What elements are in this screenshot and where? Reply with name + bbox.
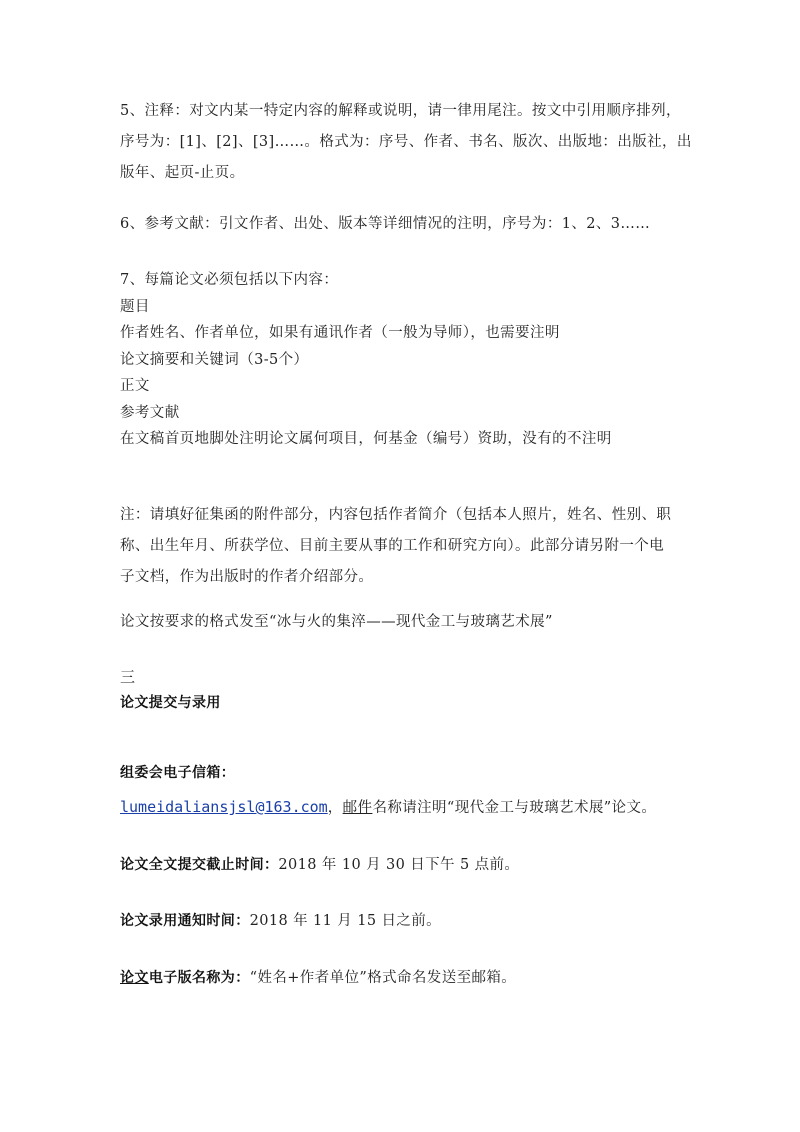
note-7-item-body: 正文 [120, 378, 150, 394]
note-7-paragraph [120, 267, 690, 453]
notify-paragraph [120, 906, 690, 937]
naming-value: “姓名+作者单位”格式命名发送至邮箱。 [249, 970, 517, 986]
note-7-item-author: 作者姓名、作者单位，如果有通讯作者（一般为导师），也需要注明 [120, 325, 560, 341]
deadline-value: 2018 年 10 月 30 日下午 5 点前。 [278, 857, 520, 873]
notify-value: 2018 年 11 月 15 日之前。 [249, 913, 442, 929]
deadline-line [120, 850, 690, 881]
remark-line-3: 子文档，作为出版时的作者介绍部分。 [120, 569, 374, 585]
deadline-paragraph [120, 850, 690, 881]
section-3-title: 论文提交与录用 [120, 695, 221, 711]
email-paragraph [120, 756, 720, 825]
note-7-item-abstract: 论文摘要和关键词（3-5个） [120, 351, 309, 368]
note-5-line-2: 序号为：[1]、[2]、[3]……。格式为：序号、作者、书名、版次、出版地：出版社，出 [120, 134, 692, 150]
remark-line-2: 称、出生年月、所获学位、目前主要从事的工作和研究方向）。此部分请另附一个电 [120, 538, 665, 554]
notify-label: 论文录用通知时间： [120, 913, 250, 929]
email-separator: ， [327, 800, 343, 816]
naming-paragraph [120, 963, 690, 994]
email-instruction: 名称请注明“现代金工与玻璃艺术展”论文。 [372, 800, 657, 816]
email-mail-word: 邮件 [342, 800, 373, 816]
email-link[interactable]: lumeidaliansjsl@163.com [120, 798, 328, 816]
note-7-item-footnote: 在文稿首页地脚处注明论文属何项目，何基金（编号）资助，没有的不注明 [120, 431, 612, 447]
deadline-label: 论文全文提交截止时间： [120, 857, 279, 873]
section-3-heading [120, 664, 690, 716]
email-label: 组委会电子信箱： [120, 765, 236, 781]
note-5-paragraph [120, 96, 690, 189]
note-7-item-title: 题目 [120, 298, 150, 315]
remark-paragraph [120, 500, 690, 593]
note-5-line-3: 版年、起页-止页。 [120, 165, 245, 181]
submit-format-paragraph [120, 607, 690, 638]
notify-line [120, 906, 690, 937]
email-line [120, 790, 720, 825]
note-7-item-references: 参考文献 [120, 404, 180, 421]
note-5-line-1: 5、注释：对文内某一特定内容的解释或说明，请一律用尾注。按文中引用顺序排列， [120, 103, 681, 119]
note-6-line-1: 6、参考文献：引文作者、出处、版本等详细情况的注明，序号为：1、2、3…… [120, 216, 651, 232]
note-7-heading: 7、每篇论文必须包括以下内容： [120, 272, 339, 288]
naming-line [120, 963, 690, 994]
submit-format-line: 论文按要求的格式发至“冰与火的集淬——现代金工与玻璃艺术展” [120, 614, 553, 630]
note-6-paragraph [120, 209, 690, 240]
remark-line-1: 注：请填好征集函的附件部分，内容包括作者简介（包括本人照片，姓名、性别、职 [120, 507, 672, 523]
naming-label-rest: 电子版名称为： [148, 970, 250, 986]
section-3-number: 三 [120, 668, 136, 686]
naming-label-underlined: 论文 [120, 970, 149, 986]
